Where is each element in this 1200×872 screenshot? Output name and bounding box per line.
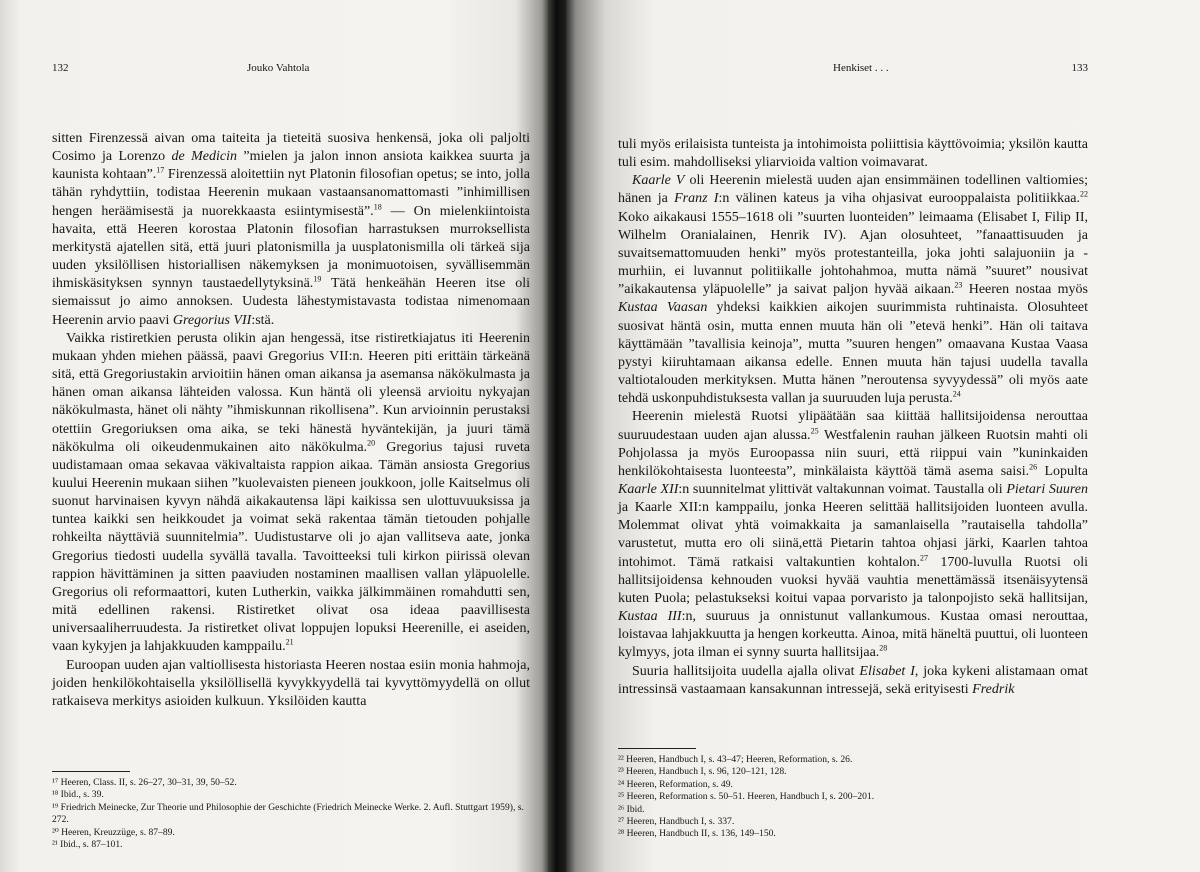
- text-run: Euroopan uuden ajan valtiollisesta historiasta Heeren nostaa esiin monia hahmoja, joiden henkilökohtaisella yksilöllisellä kyvykkyydellä tai kyvyttömyydellä on ollut ratkaiseva merkitys asioiden kulkuun. Yksilöiden kautta: [52, 657, 530, 709]
- paragraph: [52, 657, 530, 711]
- footnote-ref: 22: [1080, 189, 1088, 199]
- text-run: Vaikka ristiretkien perusta olikin ajan hengessä, itse ristiretkiajatus iti Heerenin mukaan yhden miehen päässä, paavi Gregorius VII:n. Heeren piti erittäin tärkeänä sitä, että Gregoriustakin arvioitiin hänen oman aikansa ja asemansa näkökulmasta ja hänen oman aikansa lähteiden valossa. Kun häntä oli yleensä arvioitu nykyajan näkökulmasta, hänet oli nähty ”ihmiskunnan rikollisena”. Kun arvioinnin perustaksi otettiin Gregoriuksen oma aika, se teki hänestä hyväntekijän, ja juuri tämä näkökulma oli oikeudenmukainen aito näkökulma.: [52, 330, 530, 455]
- paragraph: [52, 330, 530, 657]
- footnote: ¹⁸ Ibid., s. 39.: [52, 789, 104, 801]
- paragraph: [618, 136, 1088, 172]
- footnote-rule: [618, 748, 696, 749]
- emphasis-text: Pietari Suuren: [1006, 481, 1088, 497]
- text-run: Suuria hallitsijoita uudella ajalla olivat: [632, 663, 860, 679]
- footnote: ²⁰ Heeren, Kreuzzüge, s. 87–89.: [52, 826, 175, 838]
- emphasis-text: Kaarle V: [632, 173, 685, 189]
- text-run: :n välinen kateus ja viha ohjasivat eurooppalaista politiikkaa.: [718, 191, 1080, 207]
- footnote-ref: 17: [156, 165, 165, 175]
- right-page: [566, 0, 1200, 872]
- footnote: ¹⁷ Heeren, Class. II, s. 26–27, 30–31, 39, 50–52.: [52, 777, 237, 788]
- text-run: tuli myös erilaisista tunteista ja intohimoista poliittisia käyttövoimia; yksilön kautta tuli esim. mahdolliseksi yliarvioida valtion voimavarat.: [618, 137, 1088, 171]
- footnote: ²⁷ Heeren, Handbuch I, s. 337.: [618, 816, 735, 828]
- paragraph: [618, 172, 1088, 408]
- footnote: ²⁵ Heeren, Reformation s. 50–51. Heeren, Handbuch I, s. 200–201.: [618, 791, 875, 803]
- footnote-ref: 24: [952, 389, 961, 399]
- left-page-header: [52, 62, 527, 78]
- footnote: ²³ Heeren, Handbuch I, s. 96, 120–121, 128.: [618, 766, 787, 778]
- text-run: Lopulta: [1037, 463, 1089, 479]
- text-run: Heeren nostaa myös: [962, 282, 1088, 298]
- emphasis-text: Kustaa III: [618, 609, 682, 625]
- footnote-ref: 27: [919, 552, 928, 562]
- paragraph: [618, 408, 1088, 662]
- text-run: Westfalenin rauhan jälkeen Ruotsin mahti oli Pohjolassa ja myös Euroopassa niin suuri, että riippui vain ”kuninkaiden henkilökohtaisesta luonteesta”, minkälaista käyttöä tämä asema saisi.: [618, 427, 1088, 479]
- text-run: sitten Firenzessä aivan oma taiteita ja tieteitä suosiva henkensä, joka oli paljolti Cosimo ja Lorenzo: [52, 131, 530, 165]
- text-run: Tätä henkeähän Heeren itse oli siemaissut jo aimo annoksen. Uudesta lähestymistavasta todistaa nimenomaan Heerenin arvio paavi: [52, 276, 530, 328]
- footnote-ref: 25: [810, 425, 819, 435]
- emphasis-text: Kustaa Vaasan: [618, 300, 708, 316]
- left-page: [0, 0, 548, 872]
- footnote: ¹⁹ Friedrich Meinecke, Zur Theorie und Philosophie der Geschichte (Friedrich Meinecke Werke. 2. Aufl. Stuttgart 1959), s. 272.: [52, 801, 524, 826]
- paragraph: [618, 663, 1088, 699]
- footnote-ref: 23: [954, 280, 963, 290]
- emphasis-text: de Medicin: [171, 149, 237, 165]
- body-text: [52, 130, 530, 711]
- footnote: ²² Heeren, Handbuch I, s. 43–47; Heeren, Reformation, s. 26.: [618, 754, 853, 765]
- text-run: Koko aikakausi 1555–1618 oli ”suurten luonteiden” leimaama (Elisabet I, Filip II, Wilhelm Oranialainen, Henrik IV). Ajan olosuhteet, ”fanaattisuuden ja suvaitsemattomuuden henki” myös protestanteilla, joka johti salajuoniin ja -murhiin, ei luvannut politiikalle johtohahmoa, mutta nämä ”suuret” nousivat ”aikakautensa yläpuolelle” ja saivat paljon hyvää aikaan.: [618, 209, 1088, 298]
- emphasis-text: Gregorius VII: [172, 312, 252, 328]
- footnote-ref: 18: [373, 201, 382, 211]
- footnotes: [618, 748, 1078, 841]
- text-run: 1700-luvulla Ruotsi oli hallitsijoidensa kehnouden vuoksi hyvää vauhtia menettämässä itsenäisyytensä kuten Puola; pelastukseksi koitui vapaa porvaristo ja talonpojisto sekä hallitsijan,: [618, 554, 1089, 606]
- footnote-ref: 26: [1029, 462, 1038, 472]
- text-run: :stä.: [251, 312, 275, 328]
- page-number: 133: [1071, 62, 1088, 74]
- book-gutter: [548, 0, 566, 872]
- text-run: — On mielenkiintoista havaita, että Heeren korostaa Platonin filosofian harrastuksen murroksellista merkitystä ajatellen sitä, että juuri platonismilla ja uusplatonismilla oli tärkeä sija uuden yksilöllisen historiallisen näkemyksen ja monimuotoisen, syvällisemmän ihmiskäsityksen synnyn taustaedellytyksinä.: [52, 203, 530, 292]
- emphasis-text: Elisabet I: [859, 663, 915, 679]
- text-run: , joka kykeni alistamaan omat intressinsä vastaamaan kansakunnan intressejä, sekä erityisesti: [618, 663, 1089, 697]
- emphasis-text: Franz I: [674, 191, 719, 207]
- text-run: Gregorius tajusi ruveta uudistamaan omaa sekavaa väkivaltaista rappion aikaa. Tämän ansiosta Gregorius kuului Heerenin mukaan siihen ”kuolevaisten pieneen joukkoon, jolle Kaitselmus oli suonut harvinaisen kyvyn nähdä aikakautensa läpi kaikissa sen ulottuvuuksissa ja tuntea kaikki sen heikkoudet ja voimat sekä rakentaa tämän tietouden pohjalle rohkeilta näyttäviä suunnitelmia”. Uudistustarve oli jo ajan vallitseva aate, jonka Gregorius tiedosti uudella syvällä tavalla. Tavoitteeksi tuli kirkon piirissä olevan rappion hävittäminen ja sitten paaviuden nostaminen maallisen vallan yläpuolelle. Gregorius oli reformaattori, kuten Lutherkin, vaikka jälkimmäinen romahdutti sen, mitä edellinen rakensi. Ristiretket olivat osa ideaa paavillisesta universaaliherruudesta. Ja ristiretket olivat loppujen lopuksi Heerenille, ei aseiden, vaan kykyjen ja lahjakkuuden kamppailu.: [52, 439, 530, 655]
- text-run: :n, suuruus ja onnistunut vallankumous. Kustaa omasi nerouttaa, loistavaa lahjakkuutta ja hengen korkeutta. Ainoa, mitä häneltä puuttui, oli luonteen kylmyys, jota ilman ei synny suurta hallitsijaa.: [618, 609, 1088, 661]
- body-text: [618, 130, 1088, 699]
- text-run: oli Heerenin mielestä uuden ajan ensimmäinen todellinen valtiomies; hänen ja: [618, 173, 1088, 207]
- footnote: ²⁶ Ibid.: [618, 803, 645, 815]
- footnote-rule: [52, 771, 130, 772]
- running-head: Henkiset . . .: [833, 62, 889, 74]
- footnote-ref: 21: [285, 637, 294, 647]
- footnote: ²⁴ Heeren, Reformation, s. 49.: [618, 778, 733, 790]
- footnote-ref: 28: [879, 643, 888, 653]
- page-number: 132: [52, 62, 69, 74]
- footnote: ²¹ Ibid., s. 87–101.: [52, 839, 123, 851]
- footnotes: [52, 771, 528, 851]
- text-run: ja Kaarle XII:n kamppailu, jonka Heeren selittää hallitsijoiden luonteen avulla. Molemmat olivat yhtä voimakkaita ja samanlaisella ”rautaisella tahdolla” varustetut, mutta ero oli siinä,että Pietarin tahtoa ohjasi järki, Kaarlen tahtoa intohimot. Tämä ratkaisi valtakuntien kohtalon.: [618, 500, 1088, 570]
- footnote-ref: 20: [367, 438, 376, 447]
- running-head: Jouko Vahtola: [247, 62, 310, 74]
- footnote-ref: 19: [313, 274, 322, 284]
- footnote: ²⁸ Heeren, Handbuch II, s. 136, 149–150.: [618, 828, 776, 840]
- text-run: ”mielen ja jalon innon ansiota kaikkea suurta ja kaunista kohtaan”.: [52, 149, 530, 183]
- emphasis-text: Kaarle XII: [618, 481, 679, 497]
- text-run: :n suunnitelmat ylittivät valtakunnan voimat. Taustalla oli: [678, 481, 1007, 497]
- paragraph: [52, 130, 530, 330]
- text-run: Heerenin mielestä Ruotsi ylipäätään saa kiittää hallitsijoidensa nerouttaa suuruudestaan uuden ajan alussa.: [618, 409, 1088, 443]
- right-page-header: [618, 62, 1088, 78]
- emphasis-text: Fredrik: [972, 681, 1015, 697]
- text-run: yhdeksi kaikkien aikojen suurimmista ruhtinaista. Olosuhteet suosivat häntä osin, mutta ennen muuta hän oli ”etevä henki”. Hän oli taitava käyttämään ”tavallisia keinoja”, mutta ”suuren hengen” omaavana Kustaa Vaasa pystyi kiiruhtamaan aikansa edelle. Ennen muuta hän tajusi uudella tavalla valtiotalouden merkityksen. Mutta hänen ”neroutensa syvyydessä” oli myös aate tehdä uskonpuhdistuksesta vallan ja suuruuden luja perusta.: [618, 300, 1088, 407]
- text-run: Firenzessä aloitettiin nyt Platonin filosofian opetus; se into, jolla tähän ryhdyttiin, todistaa Heerenin mukaan vastaansanomattomasti ”inhimillisen hengen heräämisestä ja nuorekkaasta esiintymisestä”.: [52, 167, 530, 219]
